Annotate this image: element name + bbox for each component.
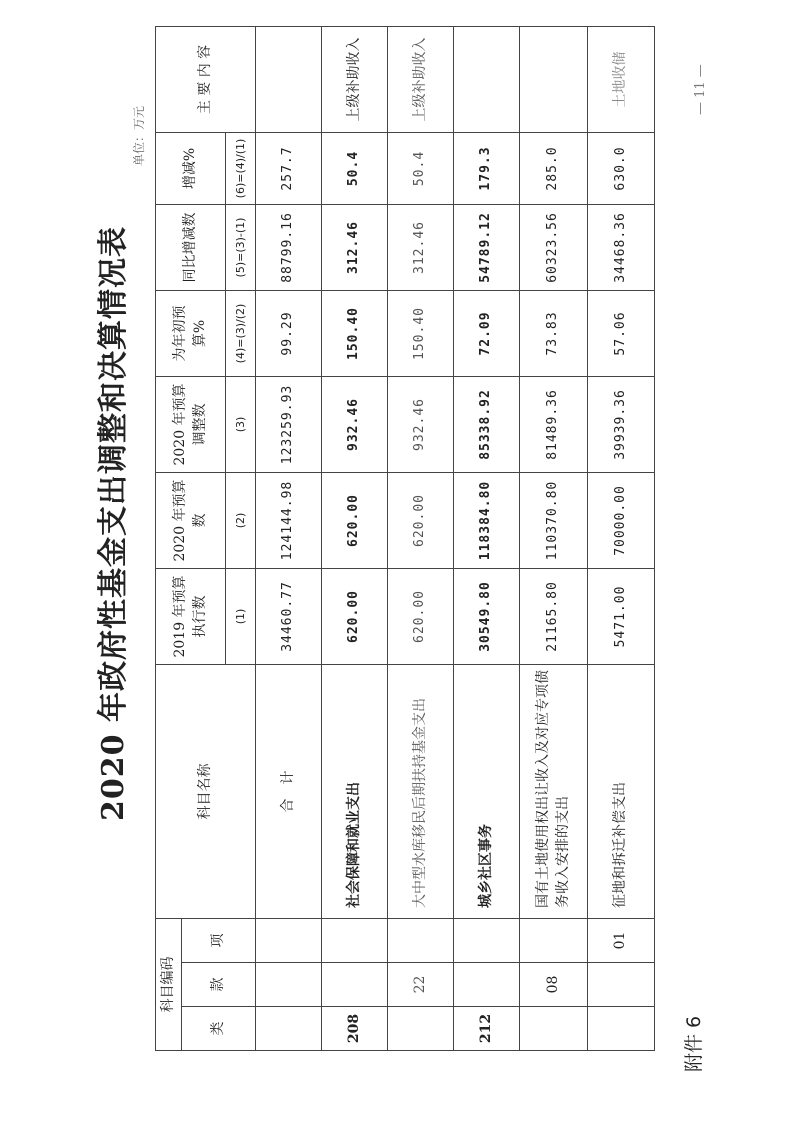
row-xiang (256, 918, 322, 962)
table-row (322, 26, 388, 1050)
row-v5: 312.46 (388, 204, 454, 290)
row-xiang: 01 (588, 918, 655, 962)
row-note (256, 26, 322, 132)
row-lei (588, 1007, 655, 1051)
row-name: 城乡社区事务 (454, 664, 520, 918)
header-col2: 2020 年预算数 (156, 472, 226, 568)
header-col4: 为年初预算% (156, 290, 226, 376)
table-row (256, 26, 322, 1050)
formula-4: (4)=(3)/(2) (226, 290, 256, 376)
row-lei (388, 1007, 454, 1051)
row-v1: 34460.77 (256, 568, 322, 664)
fund-expenditure-table (155, 26, 655, 1051)
header-name: 科目名称 (156, 664, 256, 918)
row-v2: 620.00 (388, 472, 454, 568)
row-v5: 34468.36 (588, 204, 655, 290)
attachment-label: 附件 6 (683, 1015, 705, 1072)
row-v2: 70000.00 (588, 472, 655, 568)
row-v1: 620.00 (388, 568, 454, 664)
row-v6: 257.7 (256, 132, 322, 204)
row-note (454, 26, 520, 132)
row-lei (256, 1007, 322, 1051)
row-name: 社会保障和就业支出 (322, 664, 388, 918)
row-v4: 57.06 (588, 290, 655, 376)
header-code-xiang: 项 (182, 918, 256, 962)
formula-2: (2) (226, 472, 256, 568)
row-v6: 630.0 (588, 132, 655, 204)
header-col6: 增减% (156, 132, 226, 204)
row-v2: 620.00 (322, 472, 388, 568)
row-lei: 208 (322, 1007, 388, 1051)
row-kuan (454, 963, 520, 1007)
formula-3: (3) (226, 376, 256, 472)
row-lei (520, 1007, 588, 1051)
row-v6: 285.0 (520, 132, 588, 204)
row-v3: 39939.36 (588, 376, 655, 472)
page-title: 2020 年政府性基金支出调整和决算情况表 (96, 226, 131, 821)
row-xiang (454, 918, 520, 962)
row-kuan: 08 (520, 963, 588, 1007)
row-v3: 81489.36 (520, 376, 588, 472)
header-col1: 2019 年预算执行数 (156, 568, 226, 664)
row-name: 征地和拆迁补偿支出 (588, 664, 655, 918)
row-name: 国有土地使用权出让收入及对应专项债务收入安排的支出 (520, 664, 588, 918)
formula-5: (5)=(3)-(1) (226, 204, 256, 290)
header-code-kuan: 款 (182, 963, 256, 1007)
row-v6: 50.4 (388, 132, 454, 204)
header-col7: 主 要 内 容 (156, 26, 256, 132)
header-row-1 (156, 26, 182, 1050)
row-note: 土地收储 (588, 26, 655, 132)
row-v1: 5471.00 (588, 568, 655, 664)
header-code-group: 科目编码 (156, 918, 182, 1050)
row-v5: 312.46 (322, 204, 388, 290)
row-kuan (322, 963, 388, 1007)
row-v5: 60323.56 (520, 204, 588, 290)
formula-6: (6)=(4)/(1) (226, 132, 256, 204)
row-xiang (322, 918, 388, 962)
row-v5: 54789.12 (454, 204, 520, 290)
table-row (388, 26, 454, 1050)
row-v1: 21165.80 (520, 568, 588, 664)
row-v6: 50.4 (322, 132, 388, 204)
row-note (520, 26, 588, 132)
header-col3: 2020 年预算调整数 (156, 376, 226, 472)
row-kuan (588, 963, 655, 1007)
row-name: 合 计 (256, 664, 322, 918)
table-row (588, 26, 655, 1050)
row-kuan: 22 (388, 963, 454, 1007)
row-v5: 88799.16 (256, 204, 322, 290)
table-row (520, 26, 588, 1050)
row-v4: 72.09 (454, 290, 520, 376)
row-v4: 73.83 (520, 290, 588, 376)
row-v4: 99.29 (256, 290, 322, 376)
unit-label: 单位：万元 (132, 105, 146, 166)
formula-1: (1) (226, 568, 256, 664)
row-v6: 179.3 (454, 132, 520, 204)
row-note: 上级补助收入 (322, 26, 388, 132)
row-lei: 212 (454, 1007, 520, 1051)
row-v2: 124144.98 (256, 472, 322, 568)
row-xiang (520, 918, 588, 962)
row-v3: 932.46 (388, 376, 454, 472)
row-v2: 110370.80 (520, 472, 588, 568)
row-v2: 118384.80 (454, 472, 520, 568)
page-number: — 11 — (693, 64, 708, 115)
header-code-lei: 类 (182, 1007, 256, 1051)
row-xiang (388, 918, 454, 962)
row-v1: 620.00 (322, 568, 388, 664)
row-v3: 85338.92 (454, 376, 520, 472)
table-row (454, 26, 520, 1050)
row-v3: 123259.93 (256, 376, 322, 472)
row-v3: 932.46 (322, 376, 388, 472)
row-v4: 150.40 (388, 290, 454, 376)
row-name: 大中型水库移民后期扶持基金支出 (388, 664, 454, 918)
row-v4: 150.40 (322, 290, 388, 376)
row-kuan (256, 963, 322, 1007)
row-note: 上级补助收入 (388, 26, 454, 132)
row-v1: 30549.80 (454, 568, 520, 664)
header-col5: 同比增减数 (156, 204, 226, 290)
